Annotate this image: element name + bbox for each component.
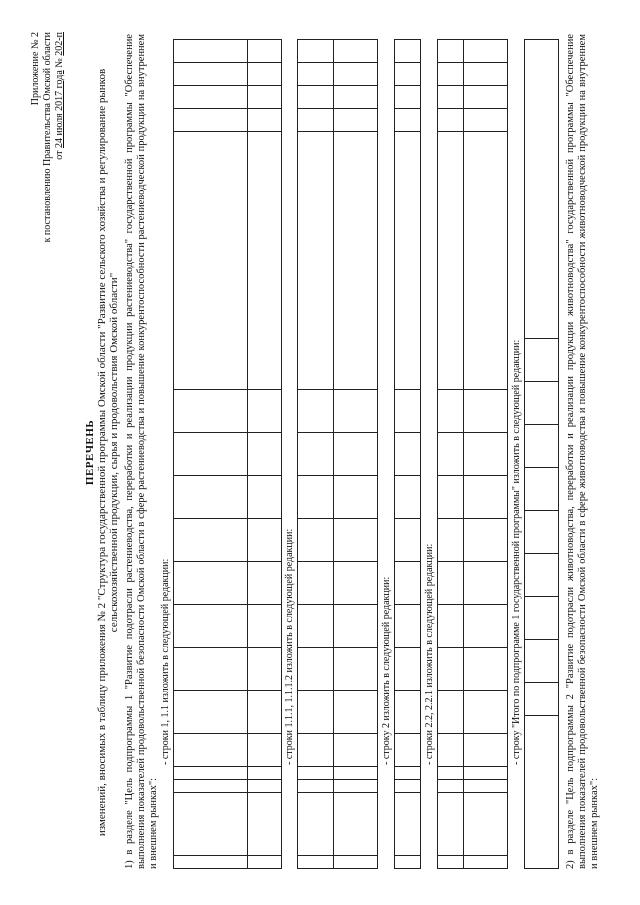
appendix-number: Приложение № 2	[30, 32, 41, 106]
item-4: - строки 2.2, 2.2.1 изложить в следующей редакции:	[424, 543, 435, 765]
section-1-text: 1) в разделе "Цель подпрограммы 1 "Развитие подотрасли растениеводства, переработки и реализации продукции растениеводства" государственной программы "Обеспечение выполнения показателей продовольственной безопасности Омской области в сфере растениеводства и повышение конкурентоспособности растениеводческой продукции на внутреннем и внешнем рынках":	[124, 34, 159, 869]
item-1: - строки 1, 1.1 изложить в следующей редакции:	[160, 558, 171, 765]
item-3: - строку 2 изложить в следующей редакции:	[381, 576, 392, 765]
table-rows-1-1-1-2	[297, 39, 378, 869]
table-row-total	[524, 39, 559, 869]
section-2-text: 2) в разделе "Цель подпрограммы 2 "Развитие подотрасли животноводства, переработки и реализации продукции животноводства" государственной программы "Обеспечение выполнения показателей продовольственной безопасности Омской области в сфере животноводства и повышение конкурентоспособности животноводческой продукции на внутреннем и внешнем рынках":	[565, 34, 600, 869]
title-line-2: сельскохозяйственной продукции, сырья и продовольствия Омской области"	[108, 272, 120, 633]
table-row-2	[394, 39, 421, 869]
table-rows-1-1-1	[173, 39, 282, 869]
item-2: - строки 1.1.1, 1.1.1.2 изложить в следующей редакции:	[284, 528, 295, 765]
item-5: - строку "Итого по подпрограмме 1 государственной программы" изложить в следующей редакции:	[511, 339, 522, 765]
title-line-1: изменений, вносимых в таблицу приложения № 2 "Структура государственной программы Омской области "Развитие сельского хозяйства и регулирование рынков	[96, 68, 108, 837]
table-rows-2-2-2-2-1	[437, 39, 508, 869]
approval-header	[30, 32, 66, 242]
resolution-date: 24 июля 2017 года	[54, 70, 65, 148]
resolution-reference: к постановлению Правительства Омской области	[42, 32, 53, 243]
resolution-date-line: от 24 июля 2017 года № 202-п	[54, 32, 65, 160]
document-title	[84, 0, 120, 905]
title-heading: ПЕРЕЧЕНЬ	[84, 419, 96, 486]
resolution-number: 202-п	[54, 32, 65, 56]
